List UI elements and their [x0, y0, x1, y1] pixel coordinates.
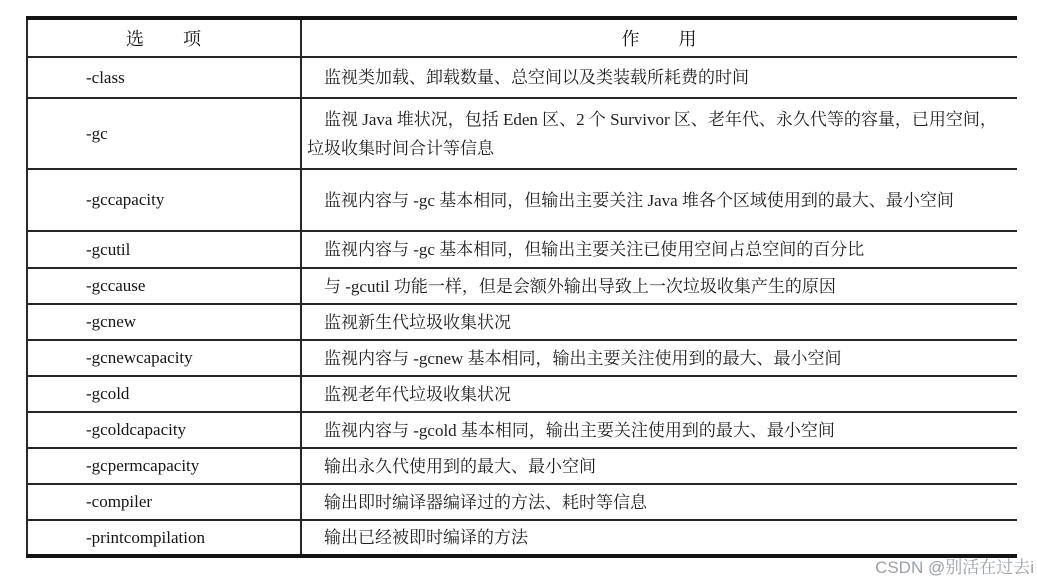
- effect-cell: 输出即时编译器编译过的方法、耗时等信息: [301, 484, 1017, 520]
- table-row: [27, 304, 1017, 340]
- table-row: [27, 376, 1017, 412]
- option-cell: -compiler: [27, 484, 301, 520]
- jstat-options-table: [26, 16, 1017, 558]
- table-row: [27, 448, 1017, 484]
- table-row: [27, 231, 1017, 268]
- table-header-row: [27, 18, 1017, 57]
- option-cell: -gcold: [27, 376, 301, 412]
- option-cell: -gcnewcapacity: [27, 340, 301, 376]
- table-row: [27, 169, 1017, 231]
- option-cell: -gc: [27, 98, 301, 169]
- table-row: [27, 484, 1017, 520]
- option-cell: -gcoldcapacity: [27, 412, 301, 448]
- table-row: [27, 268, 1017, 304]
- option-cell: -class: [27, 57, 301, 98]
- option-cell: -gccause: [27, 268, 301, 304]
- option-cell: -gcnew: [27, 304, 301, 340]
- effect-cell: 输出永久代使用到的最大、最小空间: [301, 448, 1017, 484]
- effect-cell: 监视内容与 -gc 基本相同，但输出主要关注 Java 堆各个区域使用到的最大、最小空间: [301, 169, 1017, 231]
- option-cell: -gccapacity: [27, 169, 301, 231]
- effect-cell: 监视内容与 -gcold 基本相同，输出主要关注使用到的最大、最小空间: [301, 412, 1017, 448]
- effect-cell: 与 -gcutil 功能一样，但是会额外输出导致上一次垃圾收集产生的原因: [301, 268, 1017, 304]
- table-row: [27, 57, 1017, 98]
- option-cell: -gcutil: [27, 231, 301, 268]
- table-row: [27, 98, 1017, 169]
- effect-cell: 监视 Java 堆状况，包括 Eden 区、2 个 Survivor 区、老年代、永久代等的容量，已用空间，垃圾收集时间合计等信息: [301, 98, 1017, 169]
- effect-cell: 监视老年代垃圾收集状况: [301, 376, 1017, 412]
- column-header-effect: 作 用: [301, 18, 1017, 57]
- effect-cell: 监视新生代垃圾收集状况: [301, 304, 1017, 340]
- effect-cell: 监视类加载、卸载数量、总空间以及类装载所耗费的时间: [301, 57, 1017, 98]
- effect-cell: 输出已经被即时编译的方法: [301, 520, 1017, 556]
- effect-cell: 监视内容与 -gcnew 基本相同，输出主要关注使用到的最大、最小空间: [301, 340, 1017, 376]
- table-row: [27, 520, 1017, 556]
- option-cell: -gcpermcapacity: [27, 448, 301, 484]
- option-cell: -printcompilation: [27, 520, 301, 556]
- table-row: [27, 412, 1017, 448]
- table-row: [27, 340, 1017, 376]
- csdn-watermark: CSDN @别活在过去i: [875, 558, 1034, 577]
- effect-cell: 监视内容与 -gc 基本相同，但输出主要关注已使用空间占总空间的百分比: [301, 231, 1017, 268]
- column-header-option: 选 项: [27, 18, 301, 57]
